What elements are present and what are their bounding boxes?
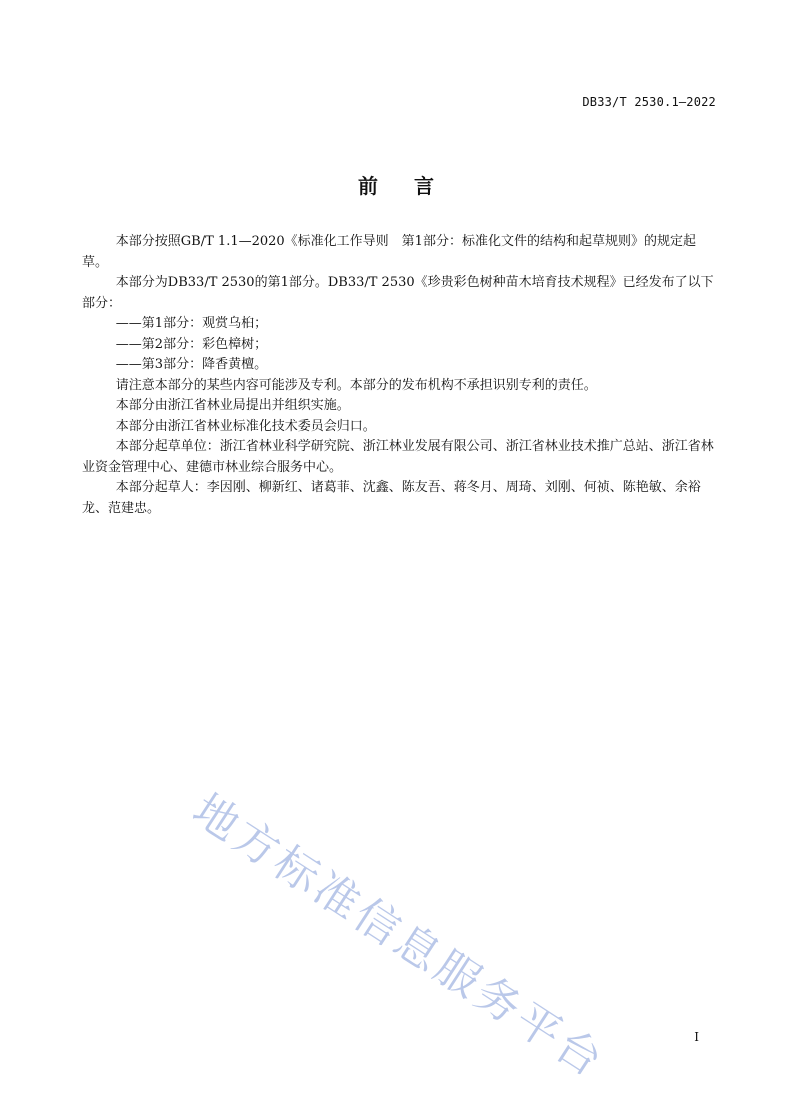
list-item-part-1: ——第1部分：观赏乌桕；	[115, 316, 268, 331]
page-number: I	[694, 1030, 699, 1044]
paragraph-patent-notice: 请注意本部分的某些内容可能涉及专利。本部分的发布机构不承担识别专利的责任。	[115, 377, 597, 393]
foreword-body	[82, 232, 718, 519]
paragraph-proposer: 本部分由浙江省林业局提出并组织实施。	[115, 398, 350, 413]
paragraph-series-overview: 本部分为DB33/T 2530的第1部分。DB33/T 2530《珍贵彩色树种苗木培育技术规程》已经发布了以下部分：	[82, 275, 714, 311]
watermark: 地方标准信息服务平台	[183, 784, 614, 1089]
list-item-part-3: ——第3部分：降香黄檀。	[115, 357, 268, 372]
paragraph-drafting-basis: 本部分按照GB/T 1.1—2020《标准化工作导则 第1部分：标准化文件的结构和起草规则》的规定起草。	[82, 234, 696, 270]
document-code: DB33/T 2530.1—2022	[582, 95, 716, 109]
paragraph-centralized-by: 本部分由浙江省林业标准化技术委员会归口。	[115, 418, 376, 434]
paragraph-drafters: 本部分起草人：李因刚、柳新红、诸葛菲、沈鑫、陈友吾、蒋冬月、周琦、刘刚、何祯、陈艳敏、余裕龙、范建忠。	[82, 480, 701, 516]
paragraph-drafting-units: 本部分起草单位：浙江省林业科学研究院、浙江林业发展有限公司、浙江省林业技术推广总站、浙江省林业资金管理中心、建德市林业综合服务中心。	[82, 439, 714, 475]
page-title: 前言	[358, 174, 470, 198]
list-item-part-2: ——第2部分：彩色樟树；	[115, 336, 268, 352]
